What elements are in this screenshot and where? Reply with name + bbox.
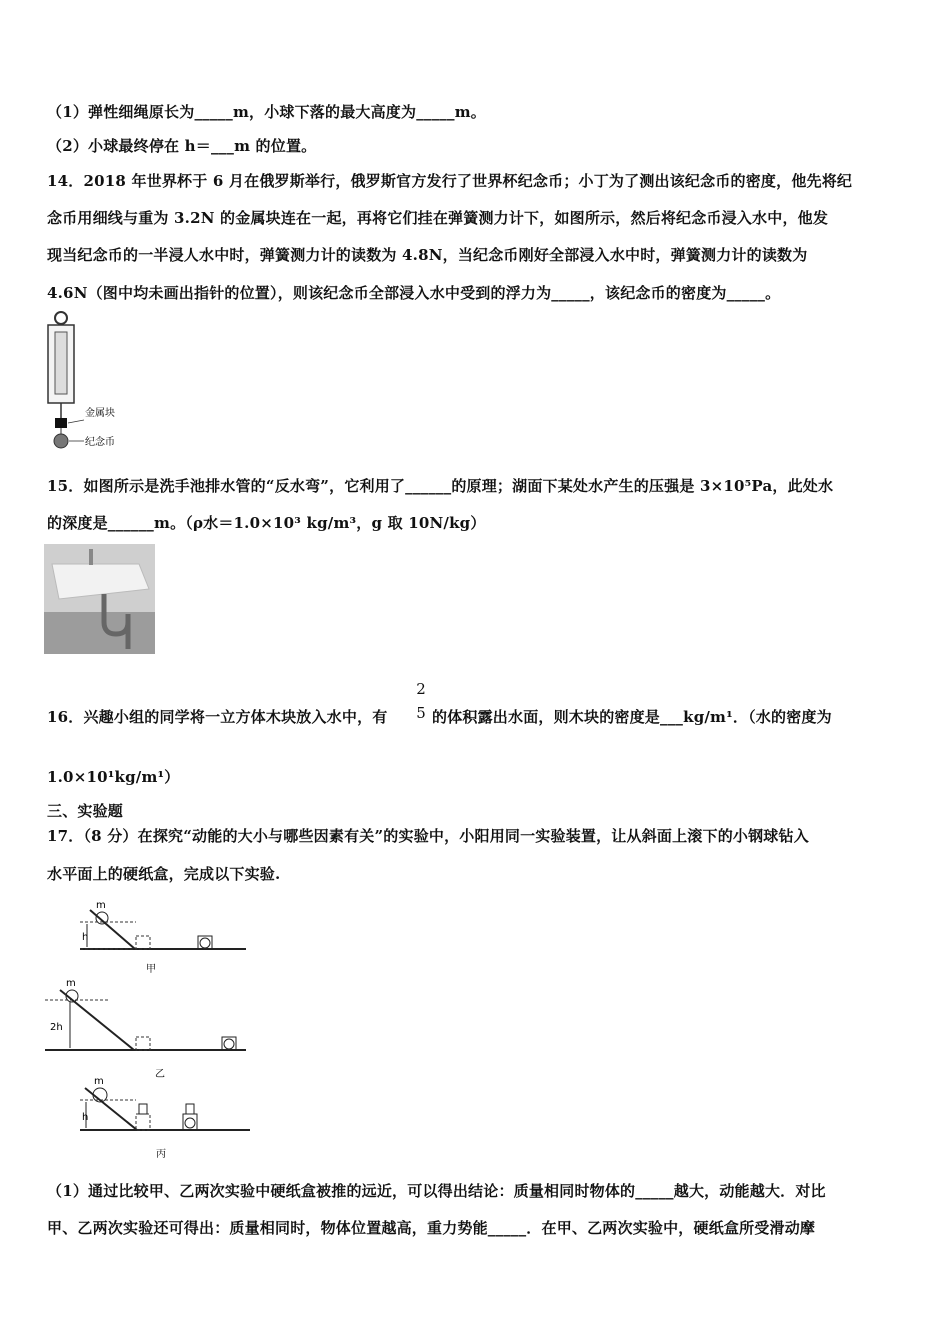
q17-line1: 17．（8 分）在探究“动能的大小与哪些因素有关”的实验中，小阳用同一实验装置，让从斜面上滚下的小钢球钻入	[47, 827, 809, 845]
q17-part1-line2: 甲、乙两次实验还可得出：质量相同时，物体位置越高，重力势能_____．在甲、乙两次实验中，硬纸盒所受滑动摩	[47, 1219, 816, 1237]
q15-line1: 15．如图所示是洗手池排水管的“反水弯”，它利用了______的原理；湖面下某处水产生的压强是 3×10⁵Pa，此处水	[47, 477, 834, 495]
experiment-bing	[80, 1076, 250, 1160]
q16-fraction-den: 5	[416, 704, 426, 722]
experiment-jia	[80, 900, 246, 975]
metal-block	[55, 418, 67, 428]
metal-block-label: 金属块	[85, 408, 115, 419]
q14-line1: 14．2018 年世界杯于 6 月在俄罗斯举行，俄罗斯官方发行了世界杯纪念币；小丁为了测出该纪念币的密度，他先将纪	[47, 172, 853, 190]
label-bing: 丙	[156, 1149, 166, 1160]
label-jia: 甲	[146, 964, 156, 975]
q13-part1: （1）弹性细绳原长为_____m，小球下落的最大高度为_____m。	[47, 103, 486, 121]
q13-part2: （2）小球最终停在 h＝___m 的位置。	[47, 137, 317, 155]
q14-line2: 念币用细线与重为 3.2N 的金属块连在一起，再将它们挂在弹簧测力计下，如图所示，然后将纪念币浸入水中，他发	[47, 209, 829, 227]
q17-line2: 水平面上的硬纸盒，完成以下实验.	[47, 865, 281, 883]
q17-part1-line1: （1）通过比较甲、乙两次实验中硬纸盒被推的远近，可以得出结论：质量相同时物体的_____越大，动能越大．对比	[47, 1182, 826, 1200]
ball-label-yi: m	[66, 978, 76, 989]
h2-label-yi: 2h	[50, 1022, 63, 1033]
experiment-yi	[45, 978, 246, 1080]
section-3-heading: 三、实验题	[47, 802, 124, 820]
q16-fraction-num: 2	[416, 680, 426, 698]
experiment-figure	[40, 892, 260, 1162]
coin	[54, 434, 68, 448]
sink-photo	[44, 544, 155, 654]
scale-ring	[55, 312, 67, 324]
q16-line2: 1.0×10¹kg/m¹）	[47, 768, 180, 786]
ball-label-jia: m	[96, 900, 106, 911]
spring-scale-figure	[44, 310, 134, 450]
label-yi: 乙	[155, 1069, 165, 1080]
q16-line1-pre: 16．兴趣小组的同学将一立方体木块放入水中，有	[47, 708, 388, 726]
q15-line2: 的深度是______m。（ρ水＝1.0×10³ kg/m³，g 取 10N/kg）	[47, 514, 486, 532]
q14-line3: 现当纪念币的一半浸人水中时，弹簧测力计的读数为 4.8N，当纪念币刚好全部浸入水中时，弹簧测力计的读数为	[47, 246, 808, 264]
coin-label: 纪念币	[85, 437, 115, 448]
h-label-bing: h	[82, 1112, 89, 1123]
q16-line1-post: 的体积露出水面，则木块的密度是___kg/m¹．（水的密度为	[432, 708, 832, 726]
h-label-jia: h	[82, 932, 89, 943]
q14-line4: 4.6N（图中均未画出指针的位置），则该纪念币全部浸入水中受到的浮力为_____，该纪念币的密度为_____。	[47, 284, 781, 302]
ball-label-bing: m	[94, 1076, 104, 1087]
